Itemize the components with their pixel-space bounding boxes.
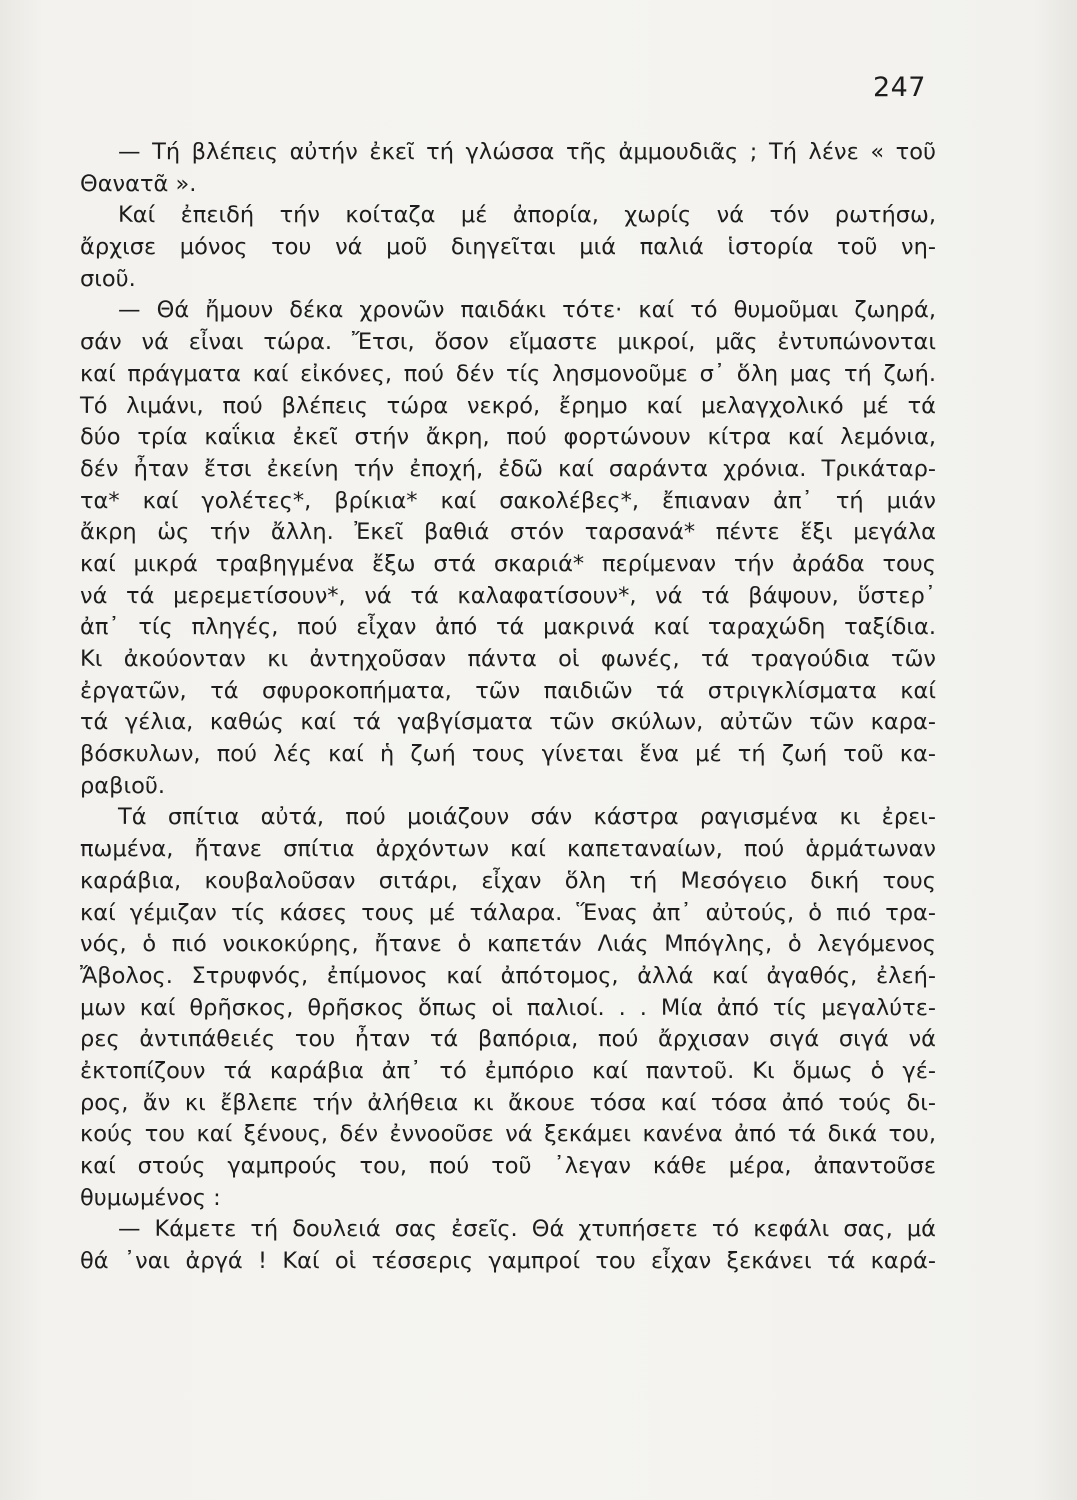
text-line: καί πράγματα καί εἰκόνες, πού δέν τίς λησμονοῦμε σ᾽ ὅλη μας τή ζωή. [80, 360, 936, 387]
body-text [80, 137, 936, 1278]
text-line: πωμένα, ἤτανε σπίτια ἀρχόντων καί καπεταναίων, πού ἁρμάτωναν [80, 836, 936, 863]
text-line: κούς του καί ξένους, δέν ἐννοοῦσε νά ξεκάμει κανένα ἀπό τά δικά του, [80, 1121, 936, 1148]
text-line: νά τά μερεμετίσουν*, νά τά καλαφατίσουν*, νά τά βάψουν, ὕστερ᾽ [80, 582, 936, 609]
text-line: βόσκυλων, πού λές καί ἡ ζωή τους γίνεται ἕνα μέ τή ζωή τοῦ κα- [80, 741, 936, 768]
text-line: καράβια, κουβαλοῦσαν σιτάρι, εἶχαν ὅλη τή Μεσόγειο δική τους [80, 867, 936, 894]
text-line: Τά σπίτια αὐτά, πού μοιάζουν σάν κάστρα ραγισμένα κι ἐρει- [118, 804, 936, 831]
text-line: ἐκτοπίζουν τά καράβια ἀπ᾽ τό ἐμπόριο καί παντοῦ. Κι ὅμως ὁ γέ- [80, 1057, 936, 1084]
text-line: Θανατᾶ ». [80, 170, 197, 197]
text-line: σιοῦ. [80, 265, 136, 292]
text-line: δέν ἦταν ἔτσι ἐκείνη τήν ἐποχή, ἐδῶ καί σαράντα χρόνια. Τρικάταρ- [80, 455, 936, 482]
text-line: — Τή βλέπεις αὐτήν ἐκεῖ τή γλώσσα τῆς ἀμμουδιᾶς ; Τή λένε « τοῦ [118, 139, 936, 165]
text-line: θυμωμένος : [80, 1184, 221, 1211]
text-line: Καί ἐπειδή τήν κοίταζα μέ ἀπορία, χωρίς νά τόν ρωτήσω, [118, 202, 936, 229]
text-line: — Κάμετε τή δουλειά σας ἐσεῖς. Θά χτυπήσετε τό κεφάλι σας, μά [118, 1216, 936, 1243]
text-line: τα* καί γολέτες*, βρίκια* καί σακολέβες*, ἔπιαναν ἀπ᾽ τή μιάν [80, 487, 936, 514]
text-line: ἄκρη ὡς τήν ἄλλη. Ἐκεῖ βαθιά στόν ταρσανά* πέντε ἕξι μεγάλα [80, 519, 936, 546]
text-line: καί γέμιζαν τίς κάσες τους μέ τάλαρα. Ἕνας ἀπ᾽ αὐτούς, ὁ πιό τρα- [80, 899, 936, 926]
text-line: ἐργατῶν, τά σφυροκοπήματα, τῶν παιδιῶν τά στριγκλίσματα καί [80, 677, 936, 704]
text-line: ραβιοῦ. [80, 772, 166, 799]
text-line: ἄρχισε μόνος του νά μοῦ διηγεῖται μιά παλιά ἱστορία τοῦ νη- [80, 234, 936, 261]
text-line: ρες ἀντιπάθειές του ἦταν τά βαπόρια, πού ἄρχισαν σιγά σιγά νά [80, 1026, 936, 1053]
text-line: νός, ὁ πιό νοικοκύρης, ἤτανε ὁ καπετάν Λιάς Μπόγλης, ὁ λεγόμενος [80, 931, 936, 958]
text-line: — Θά ἤμουν δέκα χρονῶν παιδάκι τότε· καί τό θυμοῦμαι ζωηρά, [118, 297, 936, 324]
text-line: ἀπ᾽ τίς πληγές, πού εἶχαν ἀπό τά μακρινά καί ταραχώδη ταξίδια. [80, 614, 936, 641]
text-line: σάν νά εἶναι τώρα. Ἔτσι, ὅσον εἴμαστε μικροί, μᾶς ἐντυπώνονται [80, 329, 936, 356]
text-line: Κι ἀκούονταν κι ἀντηχοῦσαν πάντα οἱ φωνές, τά τραγούδια τῶν [80, 646, 936, 672]
text-line: καί μικρά τραβηγμένα ἔξω στά σκαριά* περίμεναν τήν ἀράδα τους [80, 550, 936, 577]
text-line: καί στούς γαμπρούς του, πού τοῦ ᾽λεγαν κάθε μέρα, ἀπαντοῦσε [80, 1153, 936, 1179]
page-number: 247 [872, 72, 926, 103]
text-line: Τό λιμάνι, πού βλέπεις τώρα νεκρό, ἔρημο καί μελαγχολικό μέ τά [80, 392, 936, 419]
text-line: μων καί θρῆσκος, θρῆσκος ὅπως οἱ παλιοί. . . Μία ἀπό τίς μεγαλύτε- [80, 994, 936, 1021]
text-line: θά ᾽ναι ἀργά ! Καί οἱ τέσσερις γαμπροί του εἶχαν ξεκάνει τά καρά- [80, 1248, 936, 1275]
text-line: ρος, ἄν κι ἔβλεπε τήν ἀλήθεια κι ἄκουε τόσα καί τόσα ἀπό τούς δι- [80, 1089, 936, 1116]
text-line: δύο τρία καΐκια ἐκεῖ στήν ἄκρη, πού φορτώνουν κίτρα καί λεμόνια, [80, 424, 936, 451]
text-line: Ἄβολος. Στρυφνός, ἐπίμονος καί ἀπότομος, ἀλλά καί ἀγαθός, ἐλεή- [80, 962, 936, 989]
text-line: τά γέλια, καθώς καί τά γαβγίσματα τῶν σκύλων, αὐτῶν τῶν καρα- [80, 709, 936, 736]
